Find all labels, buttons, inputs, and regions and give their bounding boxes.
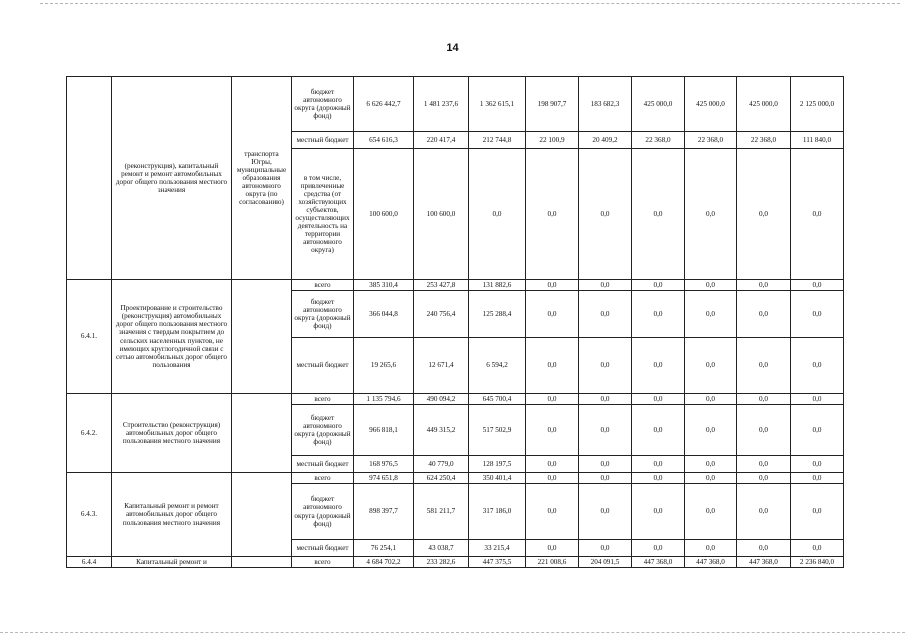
amount-cell: 22 368,0 bbox=[737, 132, 791, 149]
amount-cell: 449 315,2 bbox=[414, 405, 469, 456]
funding-source: бюджет автономного округа (дорожный фонд) bbox=[292, 77, 354, 132]
amount-cell: 33 215,4 bbox=[469, 540, 526, 557]
executor bbox=[232, 394, 292, 473]
amount-cell: 447 368,0 bbox=[632, 557, 685, 568]
amount-cell: 22 368,0 bbox=[685, 132, 737, 149]
amount-cell: 111 840,0 bbox=[791, 132, 844, 149]
amount-cell: 0,0 bbox=[579, 149, 632, 280]
amount-cell: 4 684 702,2 bbox=[354, 557, 414, 568]
amount-cell: 0,0 bbox=[737, 149, 791, 280]
amount-cell: 0,0 bbox=[737, 338, 791, 394]
funding-source: бюджет автономного округа (дорожный фонд) bbox=[292, 405, 354, 456]
amount-cell: 0,0 bbox=[526, 149, 579, 280]
amount-cell: 0,0 bbox=[632, 291, 685, 338]
amount-cell: 6 594,2 bbox=[469, 338, 526, 394]
amount-cell: 447 368,0 bbox=[685, 557, 737, 568]
funding-source: всего bbox=[292, 473, 354, 484]
funding-source: бюджет автономного округа (дорожный фонд) bbox=[292, 291, 354, 338]
amount-cell: 0,0 bbox=[579, 338, 632, 394]
amount-cell: 490 094,2 bbox=[414, 394, 469, 405]
activity-name: Капитальный ремонт и ремонт автомобильных дорог общего пользования местного значения bbox=[112, 473, 232, 557]
amount-cell: 0,0 bbox=[469, 149, 526, 280]
amount-cell: 0,0 bbox=[791, 291, 844, 338]
budget-table bbox=[66, 76, 844, 568]
amount-cell: 0,0 bbox=[737, 484, 791, 540]
amount-cell: 0,0 bbox=[579, 280, 632, 291]
amount-cell: 0,0 bbox=[791, 405, 844, 456]
amount-cell: 0,0 bbox=[632, 394, 685, 405]
amount-cell: 0,0 bbox=[526, 456, 579, 473]
amount-cell: 76 254,1 bbox=[354, 540, 414, 557]
amount-cell: 447 368,0 bbox=[737, 557, 791, 568]
amount-cell: 253 427,8 bbox=[414, 280, 469, 291]
amount-cell: 0,0 bbox=[685, 338, 737, 394]
amount-cell: 1 362 615,1 bbox=[469, 77, 526, 132]
amount-cell: 0,0 bbox=[579, 291, 632, 338]
row-number: 6.4.2. bbox=[67, 394, 112, 473]
amount-cell: 212 744,8 bbox=[469, 132, 526, 149]
amount-cell: 0,0 bbox=[526, 484, 579, 540]
table-row bbox=[67, 77, 844, 132]
amount-cell: 447 375,5 bbox=[469, 557, 526, 568]
table-row bbox=[67, 394, 844, 405]
amount-cell: 0,0 bbox=[632, 338, 685, 394]
amount-cell: 0,0 bbox=[737, 405, 791, 456]
activity-name: (реконструкция), капитальный ремонт и ремонт автомобильных дорог общего пользования местного значения bbox=[112, 77, 232, 280]
amount-cell: 0,0 bbox=[526, 280, 579, 291]
amount-cell: 0,0 bbox=[632, 473, 685, 484]
table-row bbox=[67, 473, 844, 484]
amount-cell: 0,0 bbox=[685, 149, 737, 280]
amount-cell: 22 368,0 bbox=[632, 132, 685, 149]
amount-cell: 0,0 bbox=[579, 394, 632, 405]
amount-cell: 2 125 000,0 bbox=[791, 77, 844, 132]
amount-cell: 0,0 bbox=[632, 405, 685, 456]
amount-cell: 204 091,5 bbox=[579, 557, 632, 568]
amount-cell: 221 008,6 bbox=[526, 557, 579, 568]
amount-cell: 0,0 bbox=[737, 291, 791, 338]
row-number: 6.4.4 bbox=[67, 557, 112, 568]
amount-cell: 350 401,4 bbox=[469, 473, 526, 484]
amount-cell: 0,0 bbox=[579, 540, 632, 557]
funding-source: местный бюджет bbox=[292, 540, 354, 557]
amount-cell: 0,0 bbox=[526, 291, 579, 338]
amount-cell: 40 779,0 bbox=[414, 456, 469, 473]
amount-cell: 0,0 bbox=[632, 540, 685, 557]
amount-cell: 0,0 bbox=[791, 149, 844, 280]
amount-cell: 0,0 bbox=[632, 456, 685, 473]
funding-source: всего bbox=[292, 394, 354, 405]
funding-source: местный бюджет bbox=[292, 456, 354, 473]
amount-cell: 425 000,0 bbox=[685, 77, 737, 132]
amount-cell: 220 417,4 bbox=[414, 132, 469, 149]
activity-name: Строительство (реконструкция) автомобильных дорог общего пользования местного значения bbox=[112, 394, 232, 473]
executor bbox=[232, 280, 292, 394]
amount-cell: 1 135 794,6 bbox=[354, 394, 414, 405]
amount-cell: 898 397,7 bbox=[354, 484, 414, 540]
scan-edge-top bbox=[40, 3, 900, 4]
amount-cell: 0,0 bbox=[791, 456, 844, 473]
funding-source: местный бюджет bbox=[292, 132, 354, 149]
executor bbox=[232, 473, 292, 557]
funding-source: бюджет автономного округа (дорожный фонд) bbox=[292, 484, 354, 540]
page-number: 14 bbox=[446, 42, 459, 54]
activity-name: Проектирование и строительство (реконструкция) автомобильных дорог общего пользования местного значения с твердым покрытием до сельских населенных пунктов, не имеющих круглогодичной связи с сетью автомобильных дорог общего пользования bbox=[112, 280, 232, 394]
amount-cell: 0,0 bbox=[737, 540, 791, 557]
row-number: 6.4.3. bbox=[67, 473, 112, 557]
amount-cell: 183 682,3 bbox=[579, 77, 632, 132]
amount-cell: 0,0 bbox=[685, 473, 737, 484]
amount-cell: 19 265,6 bbox=[354, 338, 414, 394]
amount-cell: 0,0 bbox=[632, 280, 685, 291]
table-row bbox=[67, 280, 844, 291]
funding-source: местный бюджет bbox=[292, 338, 354, 394]
amount-cell: 317 186,0 bbox=[469, 484, 526, 540]
amount-cell: 0,0 bbox=[685, 456, 737, 473]
amount-cell: 131 882,6 bbox=[469, 280, 526, 291]
amount-cell: 974 651,8 bbox=[354, 473, 414, 484]
amount-cell: 425 000,0 bbox=[632, 77, 685, 132]
amount-cell: 0,0 bbox=[526, 473, 579, 484]
amount-cell: 0,0 bbox=[791, 473, 844, 484]
amount-cell: 645 700,4 bbox=[469, 394, 526, 405]
amount-cell: 0,0 bbox=[685, 405, 737, 456]
amount-cell: 198 907,7 bbox=[526, 77, 579, 132]
activity-name: Капитальный ремонт и bbox=[112, 557, 232, 568]
amount-cell: 0,0 bbox=[579, 405, 632, 456]
amount-cell: 0,0 bbox=[632, 149, 685, 280]
amount-cell: 0,0 bbox=[685, 540, 737, 557]
funding-source: всего bbox=[292, 557, 354, 568]
amount-cell: 0,0 bbox=[526, 540, 579, 557]
amount-cell: 0,0 bbox=[791, 540, 844, 557]
amount-cell: 12 671,4 bbox=[414, 338, 469, 394]
amount-cell: 0,0 bbox=[791, 394, 844, 405]
amount-cell: 385 310,4 bbox=[354, 280, 414, 291]
amount-cell: 624 250,4 bbox=[414, 473, 469, 484]
funding-source: всего bbox=[292, 280, 354, 291]
table-row bbox=[67, 557, 844, 568]
row-number bbox=[67, 77, 112, 280]
amount-cell: 43 038,7 bbox=[414, 540, 469, 557]
amount-cell: 425 000,0 bbox=[737, 77, 791, 132]
amount-cell: 0,0 bbox=[685, 291, 737, 338]
amount-cell: 654 616,3 bbox=[354, 132, 414, 149]
amount-cell: 0,0 bbox=[526, 338, 579, 394]
amount-cell: 0,0 bbox=[579, 484, 632, 540]
amount-cell: 1 481 237,6 bbox=[414, 77, 469, 132]
amount-cell: 0,0 bbox=[579, 473, 632, 484]
row-number: 6.4.1. bbox=[67, 280, 112, 394]
amount-cell: 0,0 bbox=[737, 456, 791, 473]
amount-cell: 0,0 bbox=[685, 280, 737, 291]
amount-cell: 0,0 bbox=[791, 338, 844, 394]
amount-cell: 100 600,0 bbox=[354, 149, 414, 280]
amount-cell: 0,0 bbox=[579, 456, 632, 473]
amount-cell: 125 288,4 bbox=[469, 291, 526, 338]
amount-cell: 517 502,9 bbox=[469, 405, 526, 456]
amount-cell: 0,0 bbox=[791, 484, 844, 540]
amount-cell: 233 282,6 bbox=[414, 557, 469, 568]
amount-cell: 22 100,9 bbox=[526, 132, 579, 149]
amount-cell: 0,0 bbox=[685, 394, 737, 405]
executor bbox=[232, 557, 292, 568]
amount-cell: 581 211,7 bbox=[414, 484, 469, 540]
amount-cell: 20 409,2 bbox=[579, 132, 632, 149]
scan-edge-bottom bbox=[0, 632, 905, 633]
executor: транспорта Югры, муниципальные образования автономного округа (по согласованию) bbox=[232, 77, 292, 280]
amount-cell: 366 044,8 bbox=[354, 291, 414, 338]
amount-cell: 0,0 bbox=[737, 473, 791, 484]
amount-cell: 0,0 bbox=[632, 484, 685, 540]
amount-cell: 128 197,5 bbox=[469, 456, 526, 473]
amount-cell: 168 976,5 bbox=[354, 456, 414, 473]
amount-cell: 966 818,1 bbox=[354, 405, 414, 456]
amount-cell: 100 600,0 bbox=[414, 149, 469, 280]
amount-cell: 0,0 bbox=[737, 394, 791, 405]
amount-cell: 0,0 bbox=[685, 484, 737, 540]
funding-source: в том числе, привлеченные средства (от хозяйствующих субъектов, осуществляющих деятельность на территории автономного округа) bbox=[292, 149, 354, 280]
amount-cell: 6 626 442,7 bbox=[354, 77, 414, 132]
amount-cell: 0,0 bbox=[737, 280, 791, 291]
amount-cell: 2 236 840,0 bbox=[791, 557, 844, 568]
amount-cell: 0,0 bbox=[791, 280, 844, 291]
amount-cell: 0,0 bbox=[526, 394, 579, 405]
amount-cell: 240 756,4 bbox=[414, 291, 469, 338]
amount-cell: 0,0 bbox=[526, 405, 579, 456]
